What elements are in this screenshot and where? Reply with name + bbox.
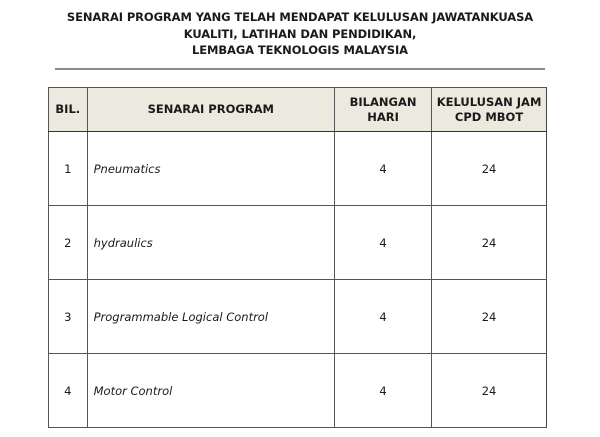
document-title <box>0 9 600 59</box>
header-program: SENARAI PROGRAM <box>87 88 334 132</box>
cell-hari: 4 <box>334 206 431 280</box>
cell-jam: 24 <box>432 354 547 428</box>
cell-bil: 2 <box>49 206 88 280</box>
cell-bil: 3 <box>49 280 88 354</box>
cell-hari: 4 <box>334 280 431 354</box>
cell-program: hydraulics <box>87 206 334 280</box>
program-table <box>48 87 547 428</box>
cell-bil: 4 <box>49 354 88 428</box>
header-hari-line-1: BILANGAN <box>349 94 417 109</box>
cell-program: Motor Control <box>87 354 334 428</box>
table-row <box>49 280 547 354</box>
header-kelulusan-jam <box>432 88 547 132</box>
header-jam-line-2: CPD MBOT <box>454 109 524 124</box>
header-bilangan-hari <box>334 88 431 132</box>
header-hari-line-2: HARI <box>367 109 399 124</box>
header-jam-line-1: KELULUSAN JAM <box>436 94 542 109</box>
title-line-1: SENARAI PROGRAM YANG TELAH MENDAPAT KELULUSAN JAWATANKUASA <box>66 10 534 24</box>
cell-hari: 4 <box>334 354 431 428</box>
cell-program: Pneumatics <box>87 132 334 206</box>
table-row <box>49 354 547 428</box>
cell-jam: 24 <box>432 280 547 354</box>
cell-bil: 1 <box>49 132 88 206</box>
cell-program: Programmable Logical Control <box>87 280 334 354</box>
table-row <box>49 132 547 206</box>
title-line-3: LEMBAGA TEKNOLOGIS MALAYSIA <box>192 43 408 57</box>
cell-jam: 24 <box>432 132 547 206</box>
header-bil: BIL. <box>49 88 88 132</box>
table-header-row <box>49 88 547 132</box>
table-row <box>49 206 547 280</box>
title-line-2: KUALITI, LATIHAN DAN PENDIDIKAN, <box>183 26 417 41</box>
title-divider <box>55 68 545 70</box>
cell-jam: 24 <box>432 206 547 280</box>
cell-hari: 4 <box>334 132 431 206</box>
